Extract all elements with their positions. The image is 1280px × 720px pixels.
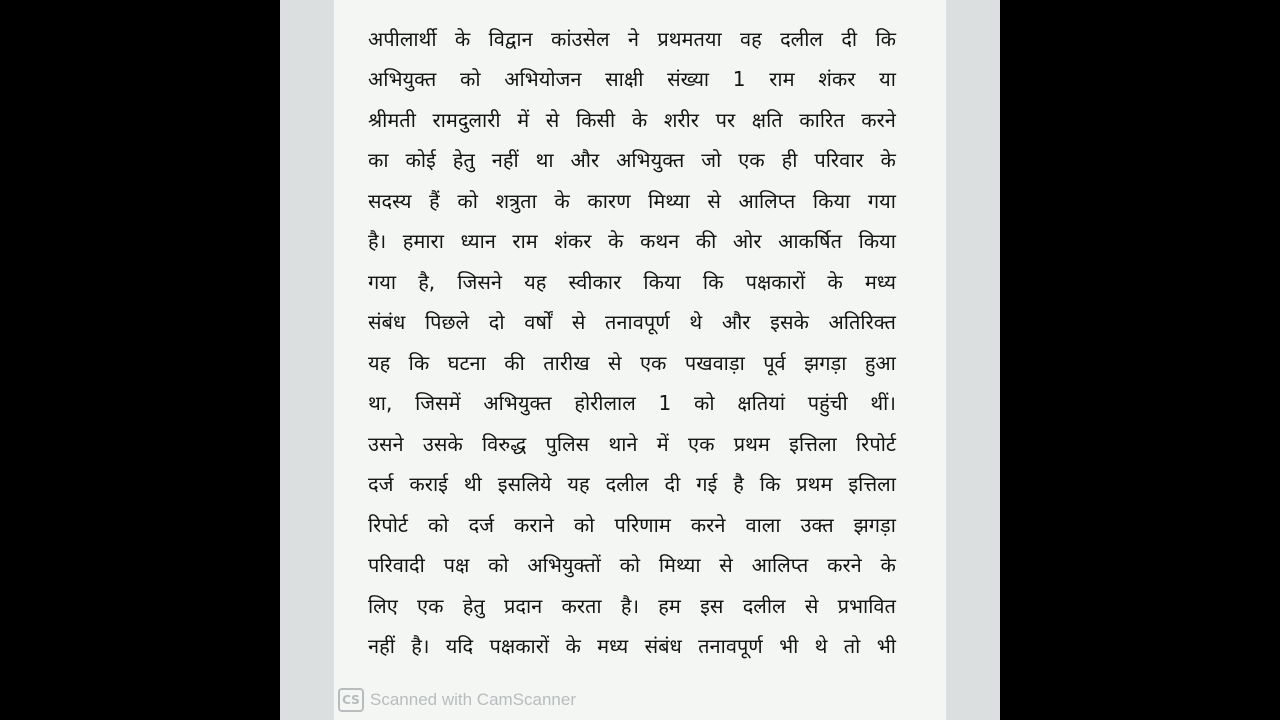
word: हमारा bbox=[402, 229, 444, 254]
text-line bbox=[368, 302, 896, 343]
word: के bbox=[565, 634, 581, 659]
word: इसके bbox=[770, 310, 809, 335]
word: हुआ bbox=[864, 350, 896, 375]
word: गई bbox=[696, 472, 718, 497]
word: रिपोर्ट bbox=[368, 512, 408, 537]
word: तनावपूर्ण bbox=[698, 634, 763, 659]
word: करने bbox=[827, 553, 862, 578]
word: से bbox=[608, 350, 622, 375]
word: से bbox=[571, 310, 586, 335]
word: परिणाम bbox=[614, 512, 671, 537]
text-line bbox=[368, 261, 896, 302]
word: से bbox=[545, 107, 560, 132]
word: होरीलाल bbox=[574, 391, 636, 416]
word: के bbox=[880, 553, 896, 578]
word: अभियुक्त bbox=[616, 148, 685, 173]
word: भी bbox=[876, 634, 896, 659]
word: है। bbox=[620, 593, 640, 618]
word: इत्तिला bbox=[848, 472, 896, 497]
word: प्रदान bbox=[503, 593, 543, 618]
word: इत्तिला bbox=[789, 431, 837, 456]
word: को bbox=[573, 512, 595, 537]
word: मध्य bbox=[597, 634, 629, 659]
word: कि bbox=[702, 269, 724, 294]
word: था bbox=[535, 148, 554, 173]
word: प्रथम bbox=[733, 431, 770, 456]
document-text bbox=[368, 18, 896, 666]
word: एक bbox=[639, 350, 667, 375]
word: दलील bbox=[780, 26, 823, 51]
word: क्षतियां bbox=[737, 391, 786, 416]
word: के bbox=[608, 229, 624, 254]
word: थाने bbox=[608, 431, 638, 456]
word: वर्षों bbox=[524, 310, 553, 335]
word: के bbox=[454, 26, 471, 51]
word: प्रभावित bbox=[837, 593, 896, 618]
word: के bbox=[827, 269, 843, 294]
word: या bbox=[879, 67, 896, 92]
word: झगड़ा bbox=[853, 512, 896, 537]
word: किसी bbox=[575, 107, 616, 132]
word: 1 bbox=[658, 390, 672, 415]
word: कांउसेल bbox=[550, 26, 610, 51]
word: का bbox=[368, 148, 389, 173]
word: राम bbox=[512, 229, 538, 254]
word: में bbox=[517, 107, 530, 132]
word: विरुद्ध bbox=[482, 431, 527, 456]
word: अभियोजन bbox=[504, 67, 582, 92]
word: नहीं bbox=[491, 148, 519, 173]
word: यह bbox=[524, 269, 547, 294]
text-line bbox=[368, 221, 896, 262]
word: साक्षी bbox=[605, 67, 644, 92]
word: सदस्य bbox=[368, 188, 412, 213]
word: है। bbox=[368, 229, 387, 254]
word: है। bbox=[411, 634, 430, 659]
text-line bbox=[368, 464, 896, 505]
word: ओर bbox=[732, 229, 762, 254]
word: नहीं bbox=[368, 634, 395, 659]
word: करने bbox=[690, 512, 726, 537]
word: तो bbox=[843, 634, 861, 659]
word: वह bbox=[739, 26, 762, 51]
word: करता bbox=[561, 593, 602, 618]
text-line bbox=[368, 99, 896, 140]
word: कराने bbox=[514, 512, 554, 537]
text-line bbox=[368, 59, 896, 100]
word: तनावपूर्ण bbox=[605, 310, 670, 335]
word: हम bbox=[658, 593, 681, 618]
word: दर्ज bbox=[368, 472, 394, 497]
word: हैं bbox=[429, 188, 440, 213]
word: शंकर bbox=[818, 67, 856, 92]
word: पक्ष bbox=[443, 553, 470, 578]
word: दर्ज bbox=[468, 512, 495, 537]
word: पक्षकारों bbox=[745, 269, 806, 294]
word: हेतु bbox=[452, 148, 475, 173]
word: थी bbox=[463, 472, 482, 497]
word: तारीख bbox=[543, 350, 590, 375]
word: श्रीमती bbox=[368, 107, 416, 132]
text-line bbox=[368, 18, 896, 59]
word: अपीलार्थी bbox=[368, 26, 437, 51]
word: कराई bbox=[409, 472, 448, 497]
text-line bbox=[368, 140, 896, 181]
text-line bbox=[368, 585, 896, 626]
word: है, bbox=[418, 269, 436, 294]
word: संबंध bbox=[368, 310, 406, 335]
word: संबंध bbox=[644, 634, 682, 659]
word: पखवाड़ा bbox=[684, 350, 745, 375]
word: की bbox=[695, 229, 717, 254]
word: एक bbox=[417, 593, 444, 618]
word: को bbox=[619, 553, 641, 578]
word: थे bbox=[689, 310, 703, 335]
word: जो bbox=[701, 148, 722, 173]
word: दी bbox=[841, 26, 858, 51]
word: ने bbox=[627, 26, 640, 51]
text-line bbox=[368, 504, 896, 545]
word: उसने bbox=[368, 431, 404, 456]
word: प्रथम bbox=[796, 472, 833, 497]
camscanner-label: Scanned with CamScanner bbox=[370, 690, 577, 709]
word: प्रथमतया bbox=[657, 26, 722, 51]
word: थे bbox=[814, 634, 828, 659]
word: परिवार bbox=[814, 148, 864, 173]
text-line bbox=[368, 626, 896, 667]
word: घटना bbox=[447, 350, 486, 375]
word: मिथ्या bbox=[648, 188, 690, 213]
word: भी bbox=[779, 634, 799, 659]
word: कि bbox=[759, 472, 781, 497]
word: के bbox=[554, 188, 570, 213]
word: दलील bbox=[605, 472, 649, 497]
text-line bbox=[368, 383, 896, 424]
word: अभियुक्तों bbox=[527, 553, 601, 578]
word: करने bbox=[861, 107, 896, 132]
word: मध्य bbox=[864, 269, 896, 294]
word: आकर्षित bbox=[778, 229, 843, 254]
word: मिथ्या bbox=[658, 553, 701, 578]
word: वाला bbox=[745, 512, 781, 537]
word: में bbox=[656, 431, 669, 456]
word: ध्यान bbox=[460, 229, 496, 254]
word: झगड़ा bbox=[804, 350, 847, 375]
word: के bbox=[631, 107, 648, 132]
word: को bbox=[488, 553, 509, 578]
word: ही bbox=[781, 148, 798, 173]
word: परिवादी bbox=[368, 553, 425, 578]
word: रिपोर्ट bbox=[855, 431, 896, 456]
word: हेतु bbox=[462, 593, 485, 618]
word: स्वीकार bbox=[568, 269, 622, 294]
word: दलील bbox=[742, 593, 786, 618]
word: यह bbox=[368, 350, 391, 375]
word: गया bbox=[867, 188, 896, 213]
word: दो bbox=[488, 310, 505, 335]
camscanner-logo-icon: CS bbox=[338, 688, 364, 712]
word: को bbox=[428, 512, 449, 537]
word: पुलिस bbox=[545, 431, 590, 456]
word: संख्या bbox=[667, 67, 710, 92]
word: पूर्व bbox=[763, 350, 786, 375]
word: से bbox=[804, 593, 819, 618]
word: कारण bbox=[587, 188, 631, 213]
word: विद्वान bbox=[488, 26, 533, 51]
word: शंकर bbox=[554, 229, 592, 254]
word: शत्रुता bbox=[495, 188, 537, 213]
word: लिए bbox=[368, 593, 398, 618]
word: क्षति bbox=[751, 107, 783, 132]
word: कोई bbox=[405, 148, 436, 173]
word: दी bbox=[664, 472, 681, 497]
word: और bbox=[570, 148, 600, 173]
word: अतिरिक्त bbox=[828, 310, 896, 335]
text-line bbox=[368, 180, 896, 221]
word: को bbox=[457, 188, 478, 213]
word: पर bbox=[715, 107, 736, 132]
word: के bbox=[880, 148, 896, 173]
word: पक्षकारों bbox=[489, 634, 550, 659]
word: इस bbox=[700, 593, 724, 618]
word: रामदुलारी bbox=[432, 107, 501, 132]
word: पहुंची bbox=[807, 391, 848, 416]
word: आलिप्त bbox=[738, 188, 796, 213]
word: है bbox=[733, 472, 744, 497]
word: कि bbox=[875, 26, 896, 51]
word: था, bbox=[368, 391, 393, 416]
word: यदि bbox=[445, 634, 474, 659]
word: गया bbox=[368, 269, 397, 294]
word: 1 bbox=[732, 66, 746, 91]
word: और bbox=[721, 310, 751, 335]
word: कारित bbox=[799, 107, 845, 132]
word: उसके bbox=[422, 431, 463, 456]
word: आलिप्त bbox=[751, 553, 809, 578]
word: अभियुक्त bbox=[483, 391, 552, 416]
word: से bbox=[719, 553, 733, 578]
word: कथन bbox=[639, 229, 680, 254]
text-line bbox=[368, 423, 896, 464]
text-line bbox=[368, 342, 896, 383]
word: एक bbox=[738, 148, 765, 173]
word: जिसमें bbox=[415, 391, 461, 416]
word: जिसने bbox=[457, 269, 502, 294]
word: कि bbox=[408, 350, 430, 375]
scanner-watermark bbox=[338, 686, 576, 714]
text-line bbox=[368, 545, 896, 586]
word: पिछले bbox=[424, 310, 470, 335]
word: उक्त bbox=[800, 512, 834, 537]
word: से bbox=[707, 188, 721, 213]
word: यह bbox=[567, 472, 590, 497]
word: को bbox=[694, 391, 715, 416]
word: की bbox=[504, 350, 525, 375]
word: किया bbox=[643, 269, 681, 294]
word: थीं। bbox=[870, 391, 896, 416]
word: शरीर bbox=[663, 107, 699, 132]
word: इसलिये bbox=[497, 472, 552, 497]
word: किया bbox=[858, 229, 896, 254]
word: एक bbox=[688, 431, 715, 456]
word: राम bbox=[769, 67, 795, 92]
word: अभियुक्त bbox=[368, 67, 437, 92]
word: किया bbox=[812, 188, 851, 213]
word: को bbox=[459, 67, 481, 92]
